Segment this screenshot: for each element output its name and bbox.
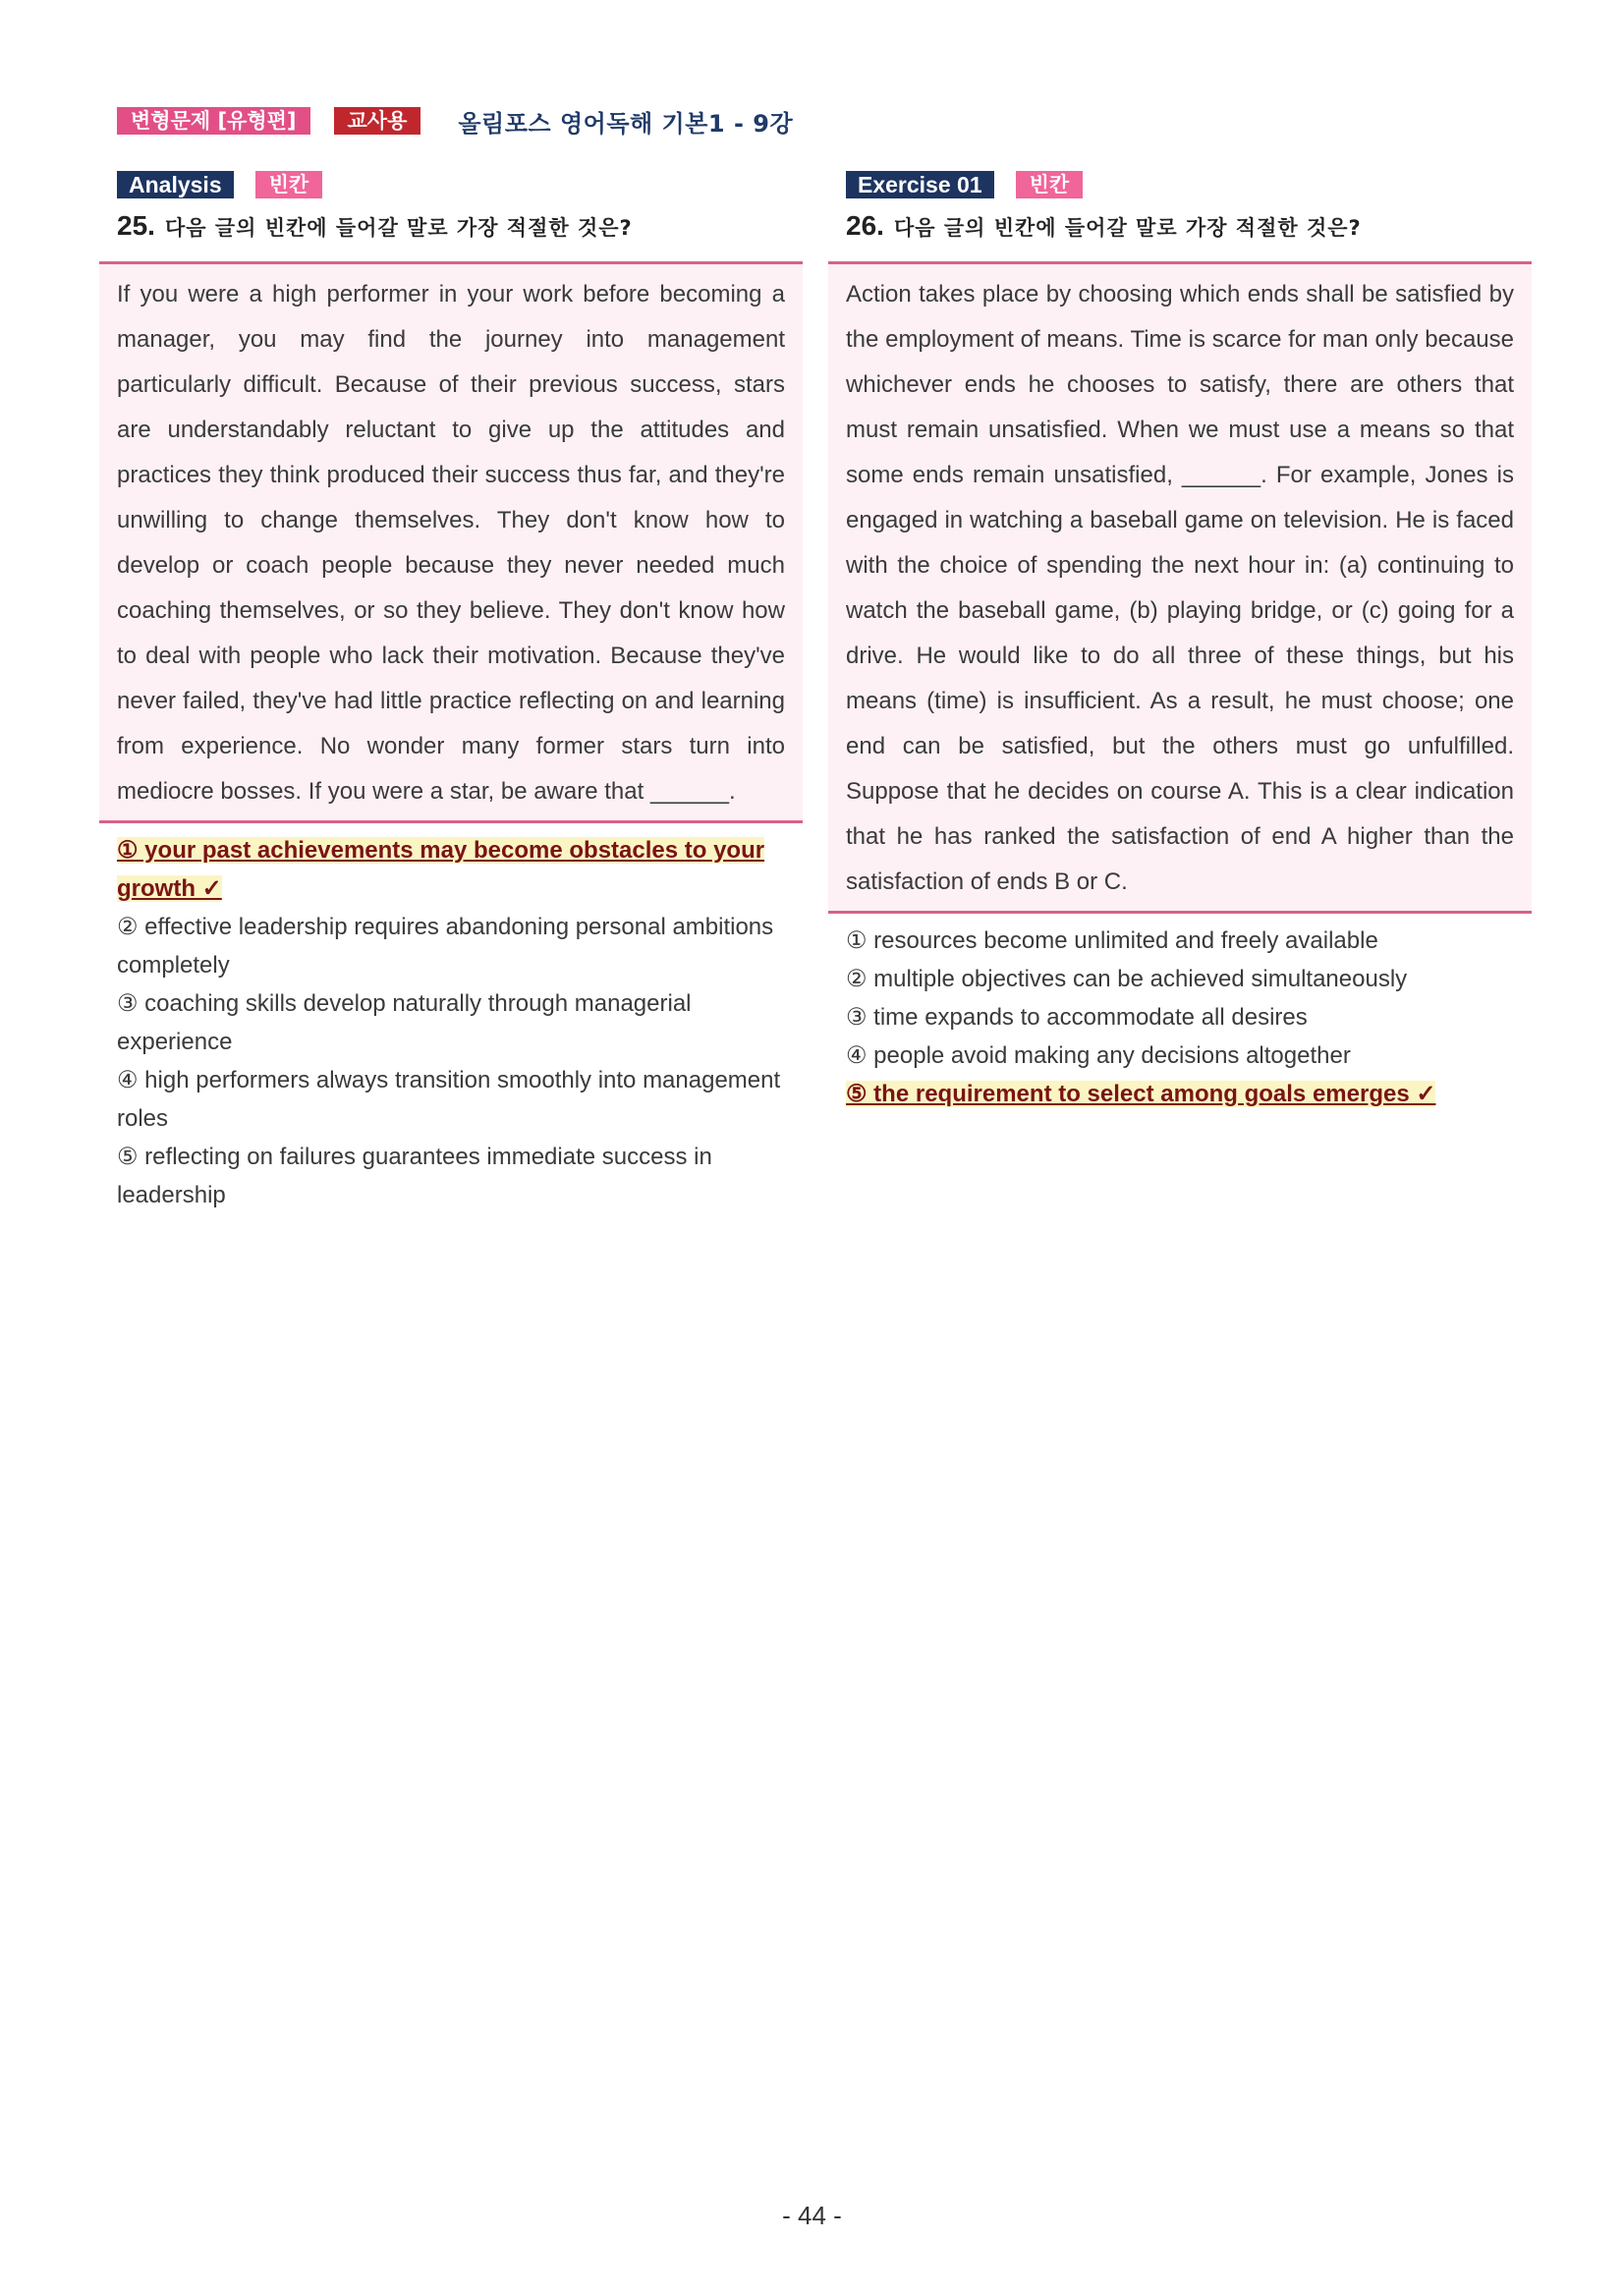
variant-type-tag: 변형문제 [유형편] xyxy=(117,107,310,135)
choice-text: ③ coaching skills develop naturally through managerial experience xyxy=(117,990,692,1055)
answer-choices xyxy=(99,831,803,1214)
choice-text: ② multiple objectives can be achieved simultaneously xyxy=(846,966,1408,992)
blank-type-tag: 빈칸 xyxy=(1016,171,1084,198)
page-number: - 44 - xyxy=(782,2201,842,2230)
choice-text: ② effective leadership requires abandoning personal ambitions completely xyxy=(117,914,774,979)
book-title: 올림포스 영어독해 기본1 - 9강 xyxy=(458,109,794,138)
question-heading xyxy=(828,210,1532,246)
choice-text: ④ people avoid making any decisions altogether xyxy=(846,1042,1351,1069)
choice-2[interactable] xyxy=(846,960,1520,998)
passage-box: Action takes place by choosing which ends shall be satisfied by the employment of means. Time is scarce for man only because whichever ends he chooses to satisfy, there are others that must remain unsatisfied. When we must use a means so that some ends remain unsatisfied, ______. For example, Jones is engaged in watching a baseball game on television. He is faced with the choice of spending the next hour in: (a) continuing to watch the baseball game, (b) playing bridge, or (c) going for a drive. He would like to do all three of these things, but his means (time) is insufficient. As a result, he must choose; one end can be satisfied, but the others must go unfulfilled. Suppose that he decides on course A. This is a clear indication that he has ranked the satisfaction of end A higher than the satisfaction of ends B or C. xyxy=(828,261,1532,914)
analysis-label: Analysis xyxy=(117,171,234,198)
choice-text: ① resources become unlimited and freely available xyxy=(846,927,1378,954)
passage-box: If you were a high performer in your work before becoming a manager, you may find the journey into management particularly difficult. Because of their previous success, stars are understandably reluctant to give up the attitudes and practices they think produced their success thus far, and they're unwilling to change themselves. They don't know how to develop or coach people because they never needed much coaching themselves, or so they believe. They don't know how to deal with people who lack their motivation. Because they've never failed, they've had little practice reflecting on and learning from experience. No wonder many former stars turn into mediocre bosses. If you were a star, be aware that ______. xyxy=(99,261,803,823)
choice-3[interactable] xyxy=(117,984,791,1061)
section-label-row xyxy=(828,171,1532,198)
choice-3[interactable] xyxy=(846,998,1520,1036)
choice-text: ⑤ reflecting on failures guarantees immediate success in leadership xyxy=(117,1144,712,1208)
question-26-block xyxy=(828,171,1532,1113)
answer-choices xyxy=(828,922,1532,1113)
choice-text: ① your past achievements may become obstacles to your growth ✓ xyxy=(117,837,765,902)
choice-5[interactable] xyxy=(846,1075,1520,1113)
choice-2[interactable] xyxy=(117,908,791,984)
choice-text: ⑤ the requirement to select among goals emerges ✓ xyxy=(846,1081,1436,1107)
question-number: 26. xyxy=(846,210,884,241)
question-text: 다음 글의 빈칸에 들어갈 말로 가장 적절한 것은? xyxy=(893,216,1362,240)
exercise-label: Exercise 01 xyxy=(846,171,994,198)
section-label-row xyxy=(99,171,803,198)
blank-type-tag: 빈칸 xyxy=(255,171,323,198)
question-25-block xyxy=(99,171,803,1214)
choice-text: ④ high performers always transition smoothly into management roles xyxy=(117,1067,781,1132)
choice-4[interactable] xyxy=(117,1061,791,1138)
choice-5[interactable] xyxy=(117,1138,791,1214)
teacher-edition-tag: 교사용 xyxy=(334,107,421,135)
choice-1[interactable] xyxy=(117,831,791,908)
choice-text: ③ time expands to accommodate all desires xyxy=(846,1004,1308,1031)
choice-1[interactable] xyxy=(846,922,1520,960)
question-heading xyxy=(99,210,803,246)
page-header xyxy=(117,106,793,136)
question-text: 다음 글의 빈칸에 들어갈 말로 가장 적절한 것은? xyxy=(164,216,633,240)
choice-4[interactable] xyxy=(846,1036,1520,1075)
question-number: 25. xyxy=(117,210,155,241)
